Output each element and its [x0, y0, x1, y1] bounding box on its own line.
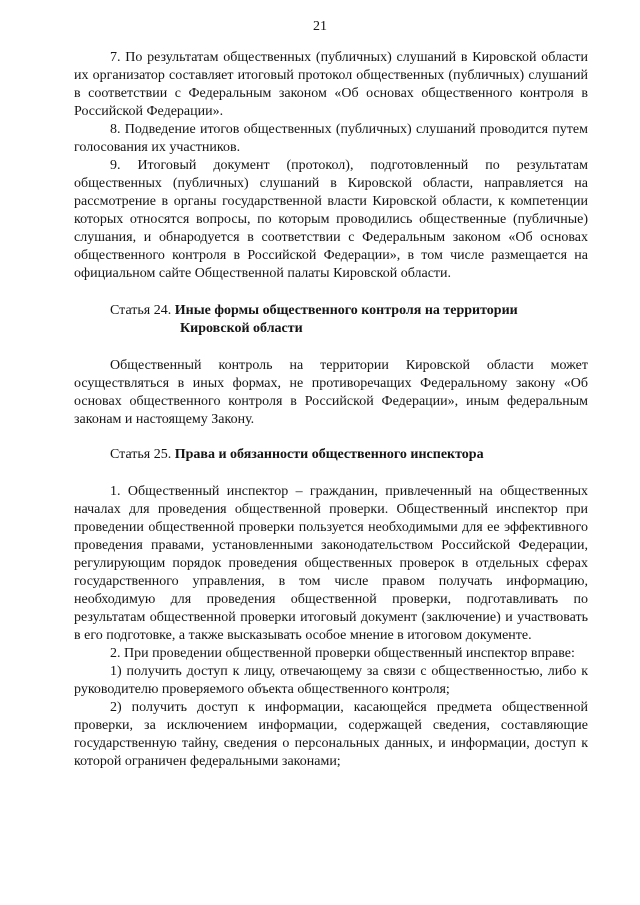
article-25-item-1: 1) получить доступ к лицу, отвечающему за связи с общественностью, либо к руководителю проверяемого объекта общественного контроля;: [74, 664, 588, 697]
article-24-heading: [74, 302, 588, 338]
article-24-text: Общественный контроль на территории Кировской области может осуществляться в иных формах, не противоречащих Федеральному закону «Об основах общественного контроля в Российской Федерации», иным федеральным законам и настоящему Закону.: [74, 358, 588, 427]
article-25-heading: [74, 446, 588, 464]
article-24-title-line2: Кировской области: [180, 321, 303, 336]
page-body: [74, 49, 588, 771]
article-24-label: Статья 24.: [110, 303, 172, 318]
paragraph-7: 7. По результатам общественных (публичных) слушаний в Кировской области их организатор составляет итоговый протокол общественных (публичных) слушаний в соответствии с Федеральным законом «Об основах общественного контроля в Российской Федерации».: [74, 50, 588, 119]
article-25-paragraph-1: 1. Общественный инспектор – гражданин, привлеченный на общественных началах для проведения общественной проверки. Общественный инспектор при проведении общественной проверки пользуется необходимыми для ее эффективного проведения правами, установленными законодательством Российской Федерации, регулирующим порядок проведения общественных проверок в отдельных сферах государственного управления, в том числе правом получать информацию, необходимую для проведения общественной проверки, подготавливать по результатам общественной проверки итоговый документ (заключение) и участвовать в его подготовке, а также высказывать особое мнение в итоговом документе.: [74, 484, 588, 643]
article-25-title: Права и обязанности общественного инспектора: [174, 447, 484, 462]
paragraph-9: 9. Итоговый документ (протокол), подготовленный по результатам общественных (публичных) слушаний в Кировской области, направляется на рассмотрение в органы государственной власти Кировской области, к компетенции которых относятся вопросы, по которым проводились общественные (публичные) слушания, и обнародуется в соответствии с Федеральным законом «Об основах общественного контроля в Российской Федерации», в том числе размещается на официальном сайте Общественной палаты Кировской области.: [74, 158, 588, 281]
article-24-title-line1: Иные формы общественного контроля на территории: [174, 303, 518, 318]
article-25-item-2: 2) получить доступ к информации, касающейся предмета общественной проверки, за исключением информации, содержащей сведения, составляющие государственную тайну, сведения о персональных данных, и информации, доступ к которой ограничен федеральными законами;: [74, 700, 588, 769]
paragraph-8: 8. Подведение итогов общественных (публичных) слушаний проводится путем голосования их участников.: [74, 122, 588, 155]
article-25-paragraph-2: 2. При проведении общественной проверки общественный инспектор вправе:: [110, 646, 575, 661]
page-number: 21: [313, 19, 327, 34]
article-25-label: Статья 25.: [110, 447, 172, 462]
